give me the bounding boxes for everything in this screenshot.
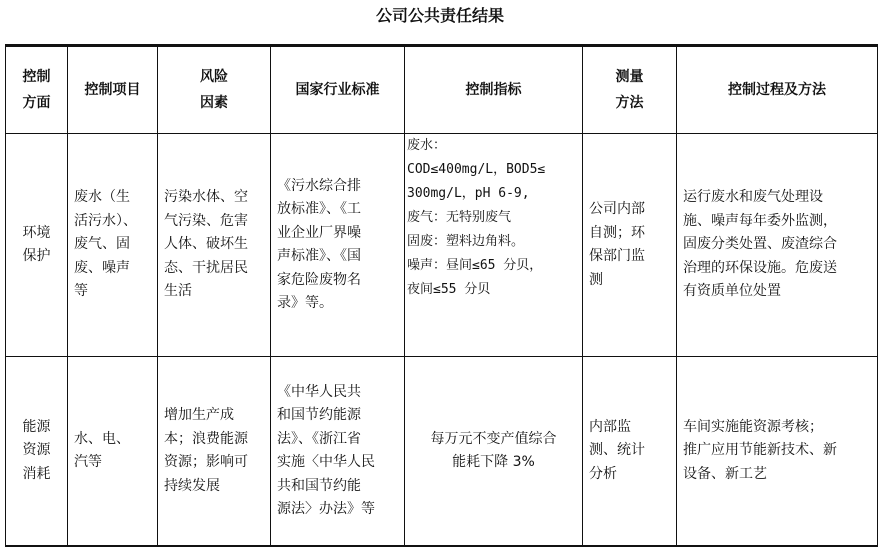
header-risk: 风险 因素 <box>158 46 271 134</box>
cell-risk: 增加生产成 本；浪费能源 资源；影响可 持续发展 <box>158 357 271 547</box>
cell-item: 水、电、 汽等 <box>68 357 158 547</box>
table-row <box>6 357 878 547</box>
header-measure: 测量 方法 <box>583 46 677 134</box>
cell-measure: 公司内部 自测；环 保部门监 测 <box>583 134 677 357</box>
cell-risk: 污染水体、空 气污染、危害 人体、破坏生 态、干扰居民 生活 <box>158 134 271 357</box>
cell-indicator: 每万元不变产值综合 能耗下降 3% <box>405 357 583 547</box>
cell-standard: 《中华人民共 和国节约能源 法》、《浙江省 实施〈中华人民 共和国节约能 源法〉办法》等 <box>271 357 405 547</box>
table-row <box>6 134 878 357</box>
responsibility-table <box>5 44 878 547</box>
page-title: 公司公共责任结果 <box>375 6 504 25</box>
cell-indicator: 废水： COD≤400mg/L，BOD5≤ 300mg/L，pH 6-9, 废气：无特别废气 固废：塑料边角料。 噪声：昼间≤65 分贝， 夜间≤55 分贝 <box>405 134 583 357</box>
cell-process: 运行废水和废气处理设 施、噪声每年委外监测， 固废分类处置、废渣综合 治理的环保设施。危废送 有资质单位处置 <box>677 134 878 357</box>
header-row <box>6 46 878 134</box>
cell-aspect: 环境 保护 <box>6 134 68 357</box>
header-process: 控制过程及方法 <box>677 46 878 134</box>
header-item: 控制项目 <box>68 46 158 134</box>
header-aspect: 控制 方面 <box>6 46 68 134</box>
header-standard: 国家行业标准 <box>271 46 405 134</box>
cell-standard: 《污水综合排 放标准》、《工 业企业厂界噪 声标准》、《国 家危险废物名 录》等。 <box>271 134 405 357</box>
cell-measure: 内部监 测、统计 分析 <box>583 357 677 547</box>
cell-item: 废水（生 活污水）、 废气、固 废、噪声 等 <box>68 134 158 357</box>
cell-process: 车间实施能资源考核； 推广应用节能新技术、新 设备、新工艺 <box>677 357 878 547</box>
cell-aspect: 能源 资源 消耗 <box>6 357 68 547</box>
header-indicator: 控制指标 <box>405 46 583 134</box>
